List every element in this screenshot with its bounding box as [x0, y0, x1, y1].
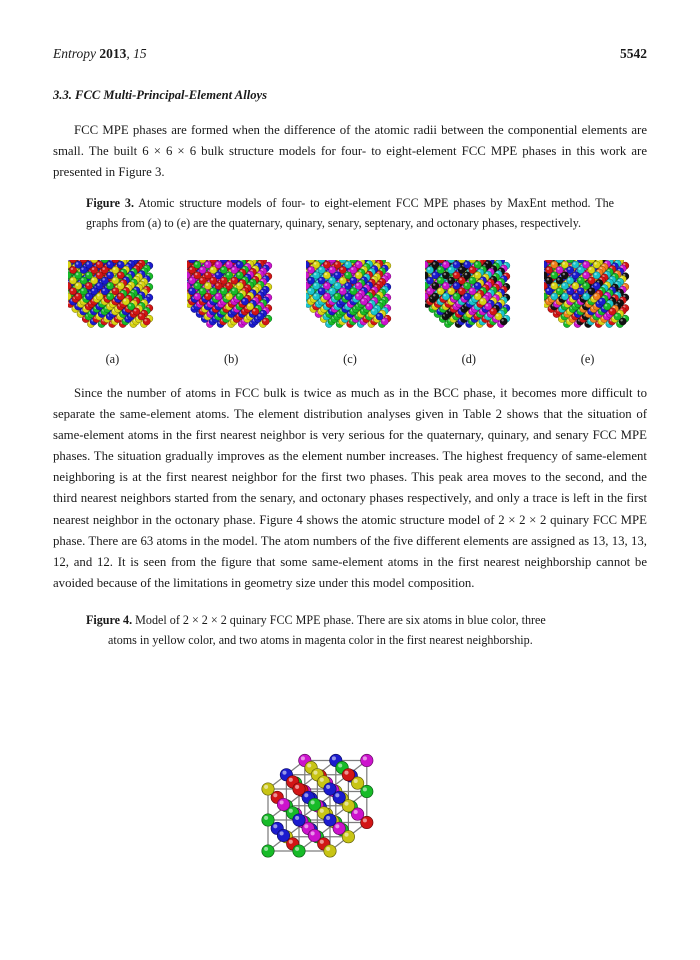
- lattice-atom: [308, 798, 320, 810]
- fcc-lattice-svg: [224, 655, 486, 905]
- section-heading: 3.3. FCC Multi-Principal-Element Alloys: [53, 88, 267, 102]
- lattice-atom: [293, 814, 305, 826]
- lattice-atom-highlight: [264, 785, 268, 789]
- journal-year: 2013: [99, 46, 127, 61]
- lattice-atom-highlight: [344, 802, 348, 806]
- lattice-atom: [277, 798, 289, 810]
- lattice-atom-highlight: [273, 824, 277, 828]
- lattice-atom-highlight: [354, 779, 358, 783]
- lattice-atom-highlight: [295, 847, 299, 851]
- lattice-atom: [277, 829, 289, 841]
- lattice-atom-highlight: [320, 840, 324, 844]
- cube-render: [187, 260, 275, 346]
- figure-3-label-a: (a): [105, 352, 120, 366]
- lattice-atom-highlight: [313, 771, 317, 775]
- lattice-atom-highlight: [295, 816, 299, 820]
- lattice-atom-highlight: [354, 810, 358, 814]
- lattice-atom: [342, 769, 354, 781]
- lattice-atom-highlight: [289, 778, 293, 782]
- figure-3-panel-c: [299, 260, 401, 346]
- lattice-atom-highlight: [326, 785, 330, 789]
- figure-3-label: Figure 3.: [86, 196, 134, 210]
- cube-render: [425, 260, 513, 346]
- lattice-atom-highlight: [289, 840, 293, 844]
- lattice-atom: [324, 814, 336, 826]
- running-head-journal: Entropy 2013, 15: [53, 46, 147, 61]
- figure-4-caption-line1: Model of 2 × 2 × 2 quinary FCC MPE phase. There are six atoms in blue color, three: [135, 613, 546, 627]
- lattice-atom-highlight: [273, 793, 277, 797]
- lattice-atom-highlight: [282, 771, 286, 775]
- journal-volume: 15: [133, 46, 147, 61]
- figure-4-label: Figure 4.: [86, 613, 133, 627]
- running-head: [53, 46, 647, 62]
- figure-3-panel-d: [418, 260, 520, 346]
- figure-3-label-c: (c): [343, 352, 357, 366]
- lattice-atom-highlight: [264, 847, 268, 851]
- lattice-atom-highlight: [363, 756, 367, 760]
- figure-3-panel-row: [53, 258, 647, 346]
- lattice-atom-highlight: [363, 818, 367, 822]
- lattice-atom: [324, 845, 336, 857]
- figure-3-caption-text: Atomic structure models of four- to eight-element FCC MPE phases by MaxEnt method. The graphs from (a) to (e) are the quaternary, quinary, senary, septenary, and octonary phases, respectively.: [86, 196, 614, 231]
- figure-3-label-d: (d): [461, 352, 476, 366]
- lattice-atom-highlight: [301, 756, 305, 760]
- lattice-atom-highlight: [326, 816, 330, 820]
- lattice-atom-highlight: [304, 793, 308, 797]
- lattice-atom-highlight: [320, 809, 324, 813]
- lattice-atom: [308, 829, 320, 841]
- lattice-atom: [262, 783, 274, 795]
- figure-3-image: [53, 258, 647, 370]
- figure-4-caption: [86, 610, 614, 650]
- lattice-atom-highlight: [338, 763, 342, 767]
- cube-render: [544, 260, 632, 346]
- lattice-atom-highlight: [344, 771, 348, 775]
- lattice-atom-highlight: [304, 824, 308, 828]
- figure-3-panel-e: [537, 260, 639, 346]
- cube-render: [68, 260, 156, 346]
- lattice-atom-highlight: [344, 833, 348, 837]
- page-number: 5542: [620, 46, 647, 61]
- figure-3-label-b: (b): [224, 352, 239, 366]
- figure-4-lattice-image: [224, 655, 486, 905]
- lattice-atom-highlight: [363, 787, 367, 791]
- lattice-atom: [293, 783, 305, 795]
- figure-4-caption-line2: atoms in yellow color, and two atoms in magenta color in the first nearest neighborship.: [108, 633, 533, 648]
- lattice-atom: [293, 845, 305, 857]
- lattice-atom: [361, 754, 373, 766]
- figure-3-caption: [86, 193, 614, 233]
- figure-3-panel-labels: [53, 352, 647, 367]
- lattice-atom-highlight: [332, 756, 336, 760]
- lattice-atom-highlight: [307, 763, 311, 767]
- cube-render: [306, 260, 394, 346]
- figure-3-panel-b: [180, 260, 282, 346]
- lattice-atom-highlight: [280, 800, 284, 804]
- lattice-atom-highlight: [295, 785, 299, 789]
- body-paragraph-2: Since the number of atoms in FCC bulk is twice as much as in the BCC phase, it becomes more difficult to separate the same-element atoms. The element distribution analyses given in Table 2 shows that the situation of same-element atoms in the first nearest neighbor is very serious for the quaternary, quinary, and senary FCC MPE phases. The situation gradually improves as the element number increases. The highest frequency of same-element neighboring is at the first nearest neighbor for the first two phases. This peak area moves to the second, and the third nearest neighbors started from the senary, and octonary phases respectively, and only a trace is left in the first nearest neighbor in the octonary phase. Figure 4 shows the atomic structure model of 2 × 2 × 2 quinary FCC MPE phase. There are 63 atoms in the model. The atom numbers of the five different elements are assigned as 13, 13, 13, 12, and 12. It is seen from the figure that some same-element atoms in the first nearest neighborship cannot be avoided because of the limitations in geometry size under this model composition.: [53, 386, 647, 590]
- lattice-atom-highlight: [311, 831, 315, 835]
- figure-3-label-e: (e): [580, 352, 595, 366]
- lattice-atom-highlight: [289, 809, 293, 813]
- lattice-atom-highlight: [320, 778, 324, 782]
- lattice-atom-highlight: [335, 793, 339, 797]
- lattice-atom-highlight: [264, 816, 268, 820]
- lattice-atom: [262, 845, 274, 857]
- journal-name: Entropy: [53, 46, 96, 61]
- body-paragraph-1: FCC MPE phases are formed when the difference of the atomic radii between the componential elements are small. The built 6 × 6 × 6 bulk structure models for four- to eight-element FCC MPE phases in this work are presented in Figure 3.: [53, 123, 647, 180]
- figure-3-panel-a: [61, 260, 163, 346]
- lattice-atom: [262, 814, 274, 826]
- lattice-atom-highlight: [335, 824, 339, 828]
- lattice-atom-highlight: [280, 831, 284, 835]
- lattice-atom-highlight: [326, 847, 330, 851]
- lattice-atom: [324, 783, 336, 795]
- lattice-atom-highlight: [311, 800, 315, 804]
